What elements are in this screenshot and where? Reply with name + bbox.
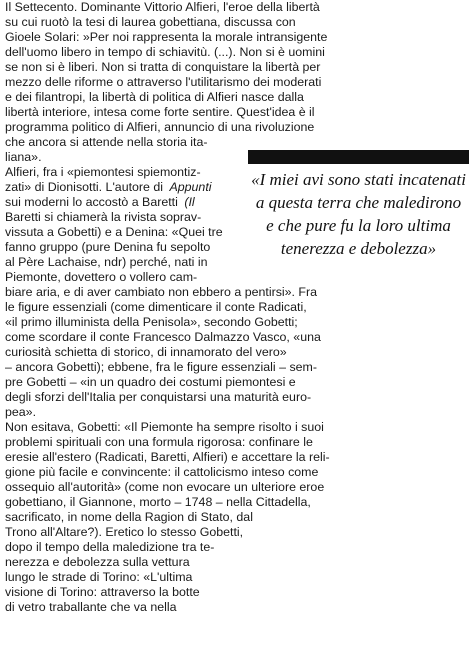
article-line: Non esitava, Gobetti: «Il Piemonte ha sempre risolto i suoi	[5, 420, 324, 434]
italic-title: Appunti	[169, 180, 212, 194]
article-line: degli sforzi dell'Italia per conquistarsi una maturità euro-	[5, 390, 312, 404]
article-line	[5, 180, 212, 195]
article-line: pre Gobetti – «in un quadro dei costumi piemontesi e	[5, 375, 296, 389]
article-line: eresie all'estero (Radicati, Baretti, Alfieri) e accettare la reli-	[5, 450, 330, 464]
italic-title: (Il	[184, 195, 195, 209]
article-line: Gioele Solari: »Per noi rappresenta la morale intransigente	[5, 30, 328, 44]
article-line: lungo le strade di Torino: «L'ultima	[5, 570, 193, 584]
article-line: nerezza e debolezza sulla vettura	[5, 555, 190, 569]
article-line: che ancora si attende nella storia ita-	[5, 135, 208, 149]
article-line: mezzo delle riforme o attraverso l'utilitarismo dei moderati	[5, 75, 322, 89]
article-line: programma politico di Alfieri, annuncio di una rivoluzione	[5, 120, 315, 134]
pull-quote-line: a questa terra che maledirono	[255, 193, 462, 212]
article-line: se non si è liberi. Non si tratta di conquistare la libertà per	[5, 60, 321, 74]
article-line: liana».	[5, 150, 42, 164]
article-line: fanno gruppo (pure Denina fu sepolto	[5, 240, 211, 254]
article-line	[5, 195, 195, 210]
article-line: libertà interiore, intesa come forte sentire. Quest'idea è il	[5, 105, 315, 119]
article-line: ossequio all'autorità» (come non evocare un ulteriore eroe	[5, 480, 325, 494]
article-line: «il primo illuminista della Penisola», secondo Gobetti;	[5, 315, 298, 329]
article-line: problemi spirituali con una formula rigorosa: confinare le	[5, 435, 313, 449]
article-line: Piemonte, dovettero o vollero cam-	[5, 270, 198, 284]
article-text: zati» di Dionisotti. L'autore di	[5, 180, 164, 194]
article-line: dopo il tempo della maledizione tra te-	[5, 540, 215, 554]
article-line: al Père Lachaise, ndr) perché, nati in	[5, 255, 208, 269]
article-line: le figure essenziali (come dimenticare il conte Radicati,	[5, 300, 307, 314]
article-line: gione più facile e convincente: il cattolicismo inteso come	[5, 465, 319, 479]
article-line: sacrificato, in nome della Ragion di Stato, dal	[5, 510, 253, 524]
article-line: dell'uomo libero in tempo di schiavitù. (...). Non si è uomini	[5, 45, 325, 59]
article-line: Trono all'Altare?). Eretico lo stesso Gobetti,	[5, 525, 244, 539]
article-line: biare aria, e di aver cambiato non ebbero a pentirsi». Fra	[5, 285, 318, 299]
pull-quote-line: «I miei avi sono stati incatenati	[251, 170, 466, 189]
article-line: Il Settecento. Dominante Vittorio Alfieri, l'eroe della libertà	[5, 0, 320, 14]
article-line: Alfieri, fra i «piemontesi spiemontiz-	[5, 165, 201, 179]
article-line: Baretti si chiamerà la rivista soprav-	[5, 210, 202, 224]
pull-quote-rule	[248, 150, 469, 164]
article-line: pea».	[5, 405, 37, 419]
article-line: su cui ruotò la tesi di laurea gobettiana, discussa con	[5, 15, 296, 29]
article-line: come scordare il conte Francesco Dalmazzo Vasco, «una	[5, 330, 321, 344]
article-line: e dei filantropi, la libertà di politica di Alfieri nasce dalla	[5, 90, 304, 104]
article-line: – ancora Gobetti); ebbene, fra le figure essenziali – sem-	[5, 360, 317, 374]
article-line: visione di Torino: attraverso la botte	[5, 585, 200, 599]
article-line: curiosità schietta di storico, di innamorato del vero»	[5, 345, 287, 359]
article-line: vissuta a Gobetti) e a Denina: «Quei tre	[5, 225, 223, 239]
pull-quote-line: tenerezza e debolezza»	[280, 239, 437, 258]
article-text: sui moderni lo accostò a Baretti	[5, 195, 178, 209]
article-line: di vetro traballante che va nella	[5, 600, 177, 614]
pull-quote-line: e che pure fu la loro ultima	[266, 216, 451, 235]
article-line: gobettiano, il Giannone, morto – 1748 – nella Cittadella,	[5, 495, 311, 509]
